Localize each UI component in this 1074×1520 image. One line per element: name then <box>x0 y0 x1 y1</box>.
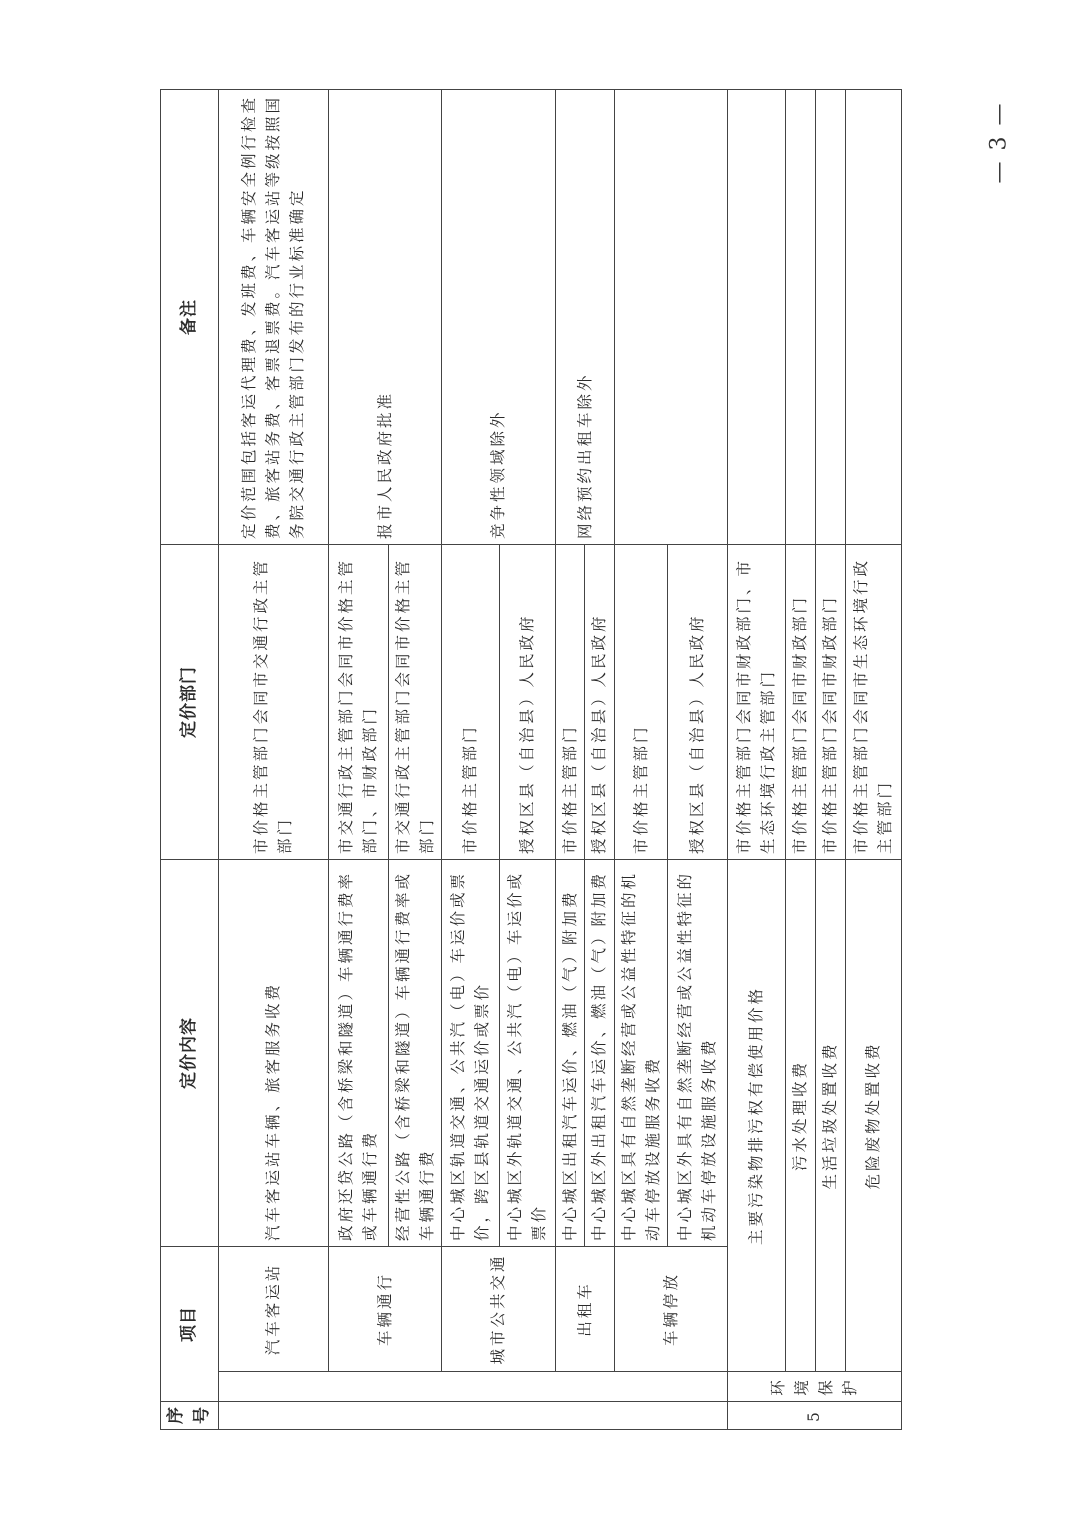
department-cell: 授权区县（自治县）人民政府 <box>667 545 727 860</box>
header-seq: 序号 <box>161 1402 219 1430</box>
remarks-cell: 竞争性领域除外 <box>441 90 555 545</box>
department-cell: 授权区县（自治县）人民政府 <box>584 545 614 860</box>
content-cell: 中心城区轨道交通、公共汽（电）车运价或票价，跨区县轨道交通运价或票价 <box>441 860 499 1247</box>
remarks-cell <box>727 90 785 545</box>
remarks-cell: 网络预约出租车除外 <box>555 90 614 545</box>
content-cell: 主要污染物排污权有偿使用价格 <box>727 860 785 1372</box>
department-cell: 市价格主管部门会同市财政部门 <box>815 545 845 860</box>
remarks-cell: 定价范围包括客运代理费、发班费、车辆安全例行检查费、旅客站务费、客票退票费。汽车客运站等级按照国务院交通行政主管部门发布的行业标准确定 <box>218 90 328 545</box>
content-cell: 污水处理收费 <box>785 860 815 1372</box>
department-cell: 授权区县（自治县）人民政府 <box>499 545 555 860</box>
content-cell: 经营性公路（含桥梁和隧道）车辆通行费率或车辆通行费 <box>388 860 441 1247</box>
seq-cell: 5 <box>727 1402 901 1430</box>
content-cell: 生活垃圾处置收费 <box>815 860 845 1372</box>
department-cell: 市价格主管部门会同市财政部门 <box>785 545 815 860</box>
table-header-row <box>161 90 219 1430</box>
content-cell: 中心城区出租汽车运价、燃油（气）附加费 <box>555 860 584 1247</box>
department-cell: 市价格主管部门会同市生态环境行政主管部门 <box>845 545 901 860</box>
content-cell: 中心城区外轨道交通、公共汽（电）车运价或票价 <box>499 860 555 1247</box>
content-cell: 中心城区外出租汽车运价、燃油（气）附加费 <box>584 860 614 1247</box>
header-remarks: 备注 <box>161 90 219 545</box>
department-cell: 市价格主管部门 <box>614 545 667 860</box>
seq-cell-empty <box>218 1402 727 1430</box>
category-cell: 环境保护 <box>727 1372 901 1402</box>
sub-item-cell: 城市公共交通 <box>441 1247 555 1372</box>
pricing-table <box>160 89 902 1430</box>
sub-item-cell: 车辆通行 <box>328 1247 441 1372</box>
content-cell: 政府还贷公路（含桥梁和隧道）车辆通行费率或车辆通行费 <box>328 860 388 1247</box>
remarks-cell <box>785 90 815 545</box>
content-cell: 中心城区具有自然垄断经营或公益性特征的机动车停放设施服务收费 <box>614 860 667 1247</box>
sub-item-cell: 出租车 <box>555 1247 614 1372</box>
page-number: — 3 — <box>986 101 1012 184</box>
table-row <box>727 90 785 1430</box>
table-row <box>218 90 328 1430</box>
table-row <box>614 90 667 1430</box>
header-item: 项目 <box>161 1247 219 1402</box>
department-cell: 市交通行政主管部门会同市价格主管部门、市财政部门 <box>328 545 388 860</box>
rotated-page <box>160 90 900 1430</box>
department-cell: 市价格主管部门 <box>441 545 499 860</box>
table-row <box>815 90 845 1430</box>
sub-item-cell: 汽车客运站 <box>218 1247 328 1372</box>
table-row <box>328 90 388 1430</box>
content-cell: 危险废物处置收费 <box>845 860 901 1372</box>
remarks-cell <box>614 90 727 545</box>
sub-item-cell: 车辆停放 <box>614 1247 727 1372</box>
remarks-cell: 报市人民政府批准 <box>328 90 441 545</box>
content-cell: 汽车客运站车辆、旅客服务收费 <box>218 860 328 1247</box>
header-content: 定价内容 <box>161 860 219 1247</box>
table-row <box>845 90 901 1430</box>
department-cell: 市价格主管部门会同市交通行政主管部门 <box>218 545 328 860</box>
header-department: 定价部门 <box>161 545 219 860</box>
content-cell: 中心城区外具有自然垄断经营或公益性特征的机动车停放设施服务收费 <box>667 860 727 1247</box>
table-row <box>555 90 584 1430</box>
remarks-cell <box>845 90 901 545</box>
table-row <box>441 90 499 1430</box>
category-cell-empty <box>218 1372 727 1402</box>
department-cell: 市价格主管部门 <box>555 545 584 860</box>
department-cell: 市交通行政主管部门会同市价格主管部门 <box>388 545 441 860</box>
remarks-cell <box>815 90 845 545</box>
department-cell: 市价格主管部门会同市财政部门、市生态环境行政主管部门 <box>727 545 785 860</box>
table-row <box>785 90 815 1430</box>
